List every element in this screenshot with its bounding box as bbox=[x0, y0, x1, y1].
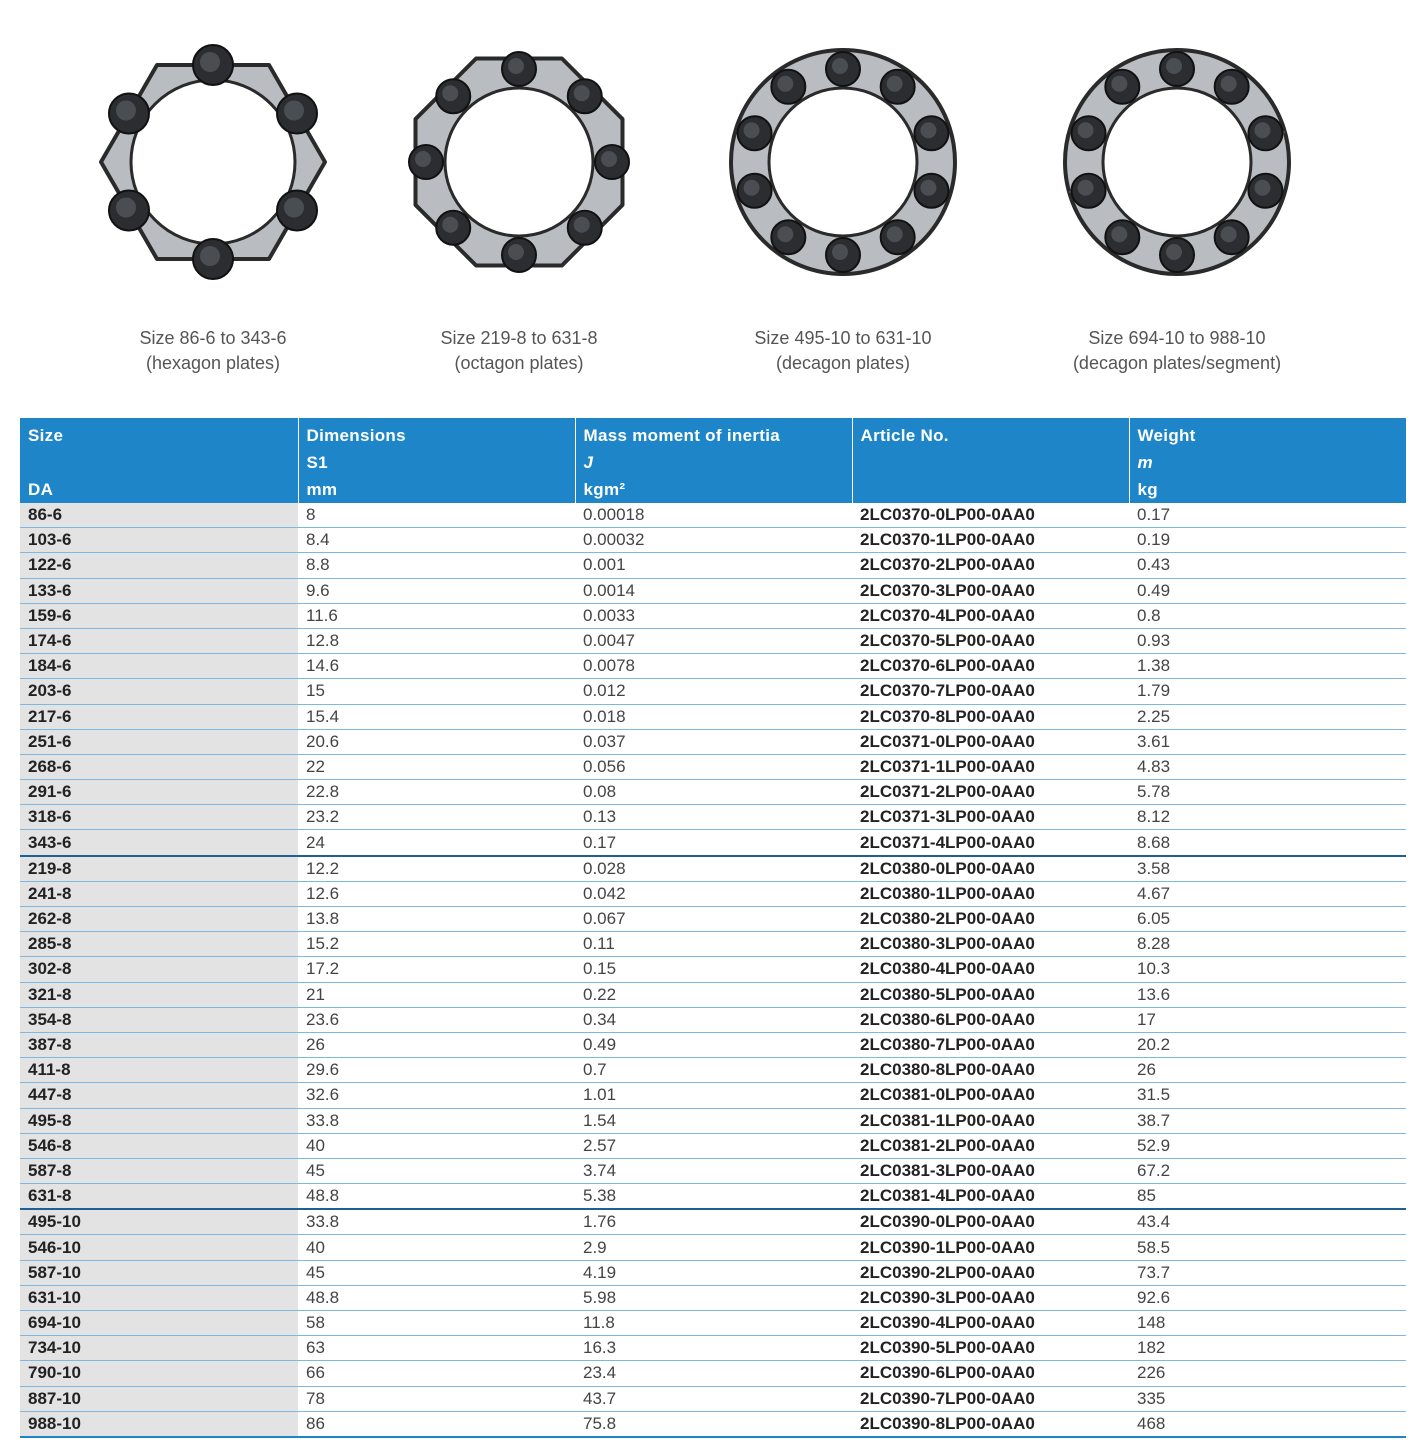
caption-plate-type: (decagon plates/segment) bbox=[1072, 353, 1282, 373]
bolt-icon bbox=[436, 211, 470, 245]
cell-weight: 335 bbox=[1129, 1386, 1406, 1411]
table-row bbox=[20, 1058, 1406, 1083]
cell-size: 411-8 bbox=[20, 1058, 298, 1083]
cell-inertia-j: 1.54 bbox=[575, 1108, 852, 1133]
table-row bbox=[20, 982, 1406, 1007]
cell-size: 321-8 bbox=[20, 982, 298, 1007]
cell-weight: 0.8 bbox=[1129, 603, 1406, 628]
cell-article-no: 2LC0380-7LP00-0AA0 bbox=[852, 1032, 1129, 1057]
cell-dimension-s1: 8 bbox=[298, 503, 575, 528]
table-row bbox=[20, 1133, 1406, 1158]
cell-dimension-s1: 12.6 bbox=[298, 881, 575, 906]
cell-inertia-j: 0.49 bbox=[575, 1032, 852, 1057]
cell-article-no: 2LC0380-3LP00-0AA0 bbox=[852, 932, 1129, 957]
table-row bbox=[20, 1411, 1406, 1437]
cell-weight: 0.19 bbox=[1129, 528, 1406, 553]
cell-dimension-s1: 45 bbox=[298, 1158, 575, 1183]
table-row bbox=[20, 528, 1406, 553]
figure-hexagon bbox=[53, 22, 373, 376]
table-row bbox=[20, 830, 1406, 856]
cell-inertia-j: 16.3 bbox=[575, 1336, 852, 1361]
bolt-icon bbox=[595, 145, 629, 179]
cell-weight: 52.9 bbox=[1129, 1133, 1406, 1158]
cell-dimension-s1: 17.2 bbox=[298, 957, 575, 982]
cell-size: 302-8 bbox=[20, 957, 298, 982]
cell-weight: 31.5 bbox=[1129, 1083, 1406, 1108]
bolt-icon bbox=[1248, 174, 1282, 208]
cell-inertia-j: 5.38 bbox=[575, 1184, 852, 1210]
cell-dimension-s1: 14.6 bbox=[298, 654, 575, 679]
figure-caption bbox=[359, 326, 679, 376]
table-header bbox=[20, 418, 1406, 503]
cell-inertia-j: 0.042 bbox=[575, 881, 852, 906]
decagon-plate-coupling-icon bbox=[713, 22, 973, 312]
bolt-icon bbox=[1072, 116, 1106, 150]
cell-weight: 20.2 bbox=[1129, 1032, 1406, 1057]
figure-decagon-segment bbox=[1017, 22, 1337, 376]
cell-size: 631-8 bbox=[20, 1184, 298, 1210]
cell-article-no: 2LC0380-4LP00-0AA0 bbox=[852, 957, 1129, 982]
cell-article-no: 2LC0381-4LP00-0AA0 bbox=[852, 1184, 1129, 1210]
cell-inertia-j: 0.0078 bbox=[575, 654, 852, 679]
cell-weight: 0.43 bbox=[1129, 553, 1406, 578]
table-row bbox=[20, 729, 1406, 754]
cell-article-no: 2LC0390-0LP00-0AA0 bbox=[852, 1209, 1129, 1235]
table-row bbox=[20, 957, 1406, 982]
cell-inertia-j: 0.012 bbox=[575, 679, 852, 704]
cell-weight: 17 bbox=[1129, 1007, 1406, 1032]
cell-weight: 8.28 bbox=[1129, 932, 1406, 957]
cell-inertia-j: 3.74 bbox=[575, 1158, 852, 1183]
cell-inertia-j: 5.98 bbox=[575, 1285, 852, 1310]
table-row bbox=[20, 679, 1406, 704]
cell-size: 587-10 bbox=[20, 1260, 298, 1285]
cell-weight: 2.25 bbox=[1129, 704, 1406, 729]
table-row bbox=[20, 1361, 1406, 1386]
cell-article-no: 2LC0370-7LP00-0AA0 bbox=[852, 679, 1129, 704]
cell-weight: 67.2 bbox=[1129, 1158, 1406, 1183]
cell-inertia-j: 0.00018 bbox=[575, 503, 852, 528]
cell-dimension-s1: 23.6 bbox=[298, 1007, 575, 1032]
bolt-icon bbox=[1160, 238, 1194, 272]
cell-article-no: 2LC0371-3LP00-0AA0 bbox=[852, 805, 1129, 830]
figure-octagon bbox=[359, 22, 679, 376]
cell-article-no: 2LC0390-5LP00-0AA0 bbox=[852, 1336, 1129, 1361]
coupling-data-table bbox=[20, 418, 1406, 1438]
cell-inertia-j: 1.76 bbox=[575, 1209, 852, 1235]
cell-dimension-s1: 33.8 bbox=[298, 1209, 575, 1235]
cell-size: 734-10 bbox=[20, 1336, 298, 1361]
cell-size: 495-10 bbox=[20, 1209, 298, 1235]
cell-dimension-s1: 21 bbox=[298, 982, 575, 1007]
caption-plate-type: (hexagon plates) bbox=[145, 353, 281, 373]
bolt-icon bbox=[277, 94, 317, 134]
table-row bbox=[20, 907, 1406, 932]
cell-dimension-s1: 78 bbox=[298, 1386, 575, 1411]
bolt-icon bbox=[914, 116, 948, 150]
cell-dimension-s1: 15.2 bbox=[298, 932, 575, 957]
table-row bbox=[20, 1108, 1406, 1133]
cell-article-no: 2LC0381-2LP00-0AA0 bbox=[852, 1133, 1129, 1158]
cell-dimension-s1: 11.6 bbox=[298, 603, 575, 628]
cell-dimension-s1: 66 bbox=[298, 1361, 575, 1386]
table-row bbox=[20, 805, 1406, 830]
cell-article-no: 2LC0380-8LP00-0AA0 bbox=[852, 1058, 1129, 1083]
cell-dimension-s1: 8.8 bbox=[298, 553, 575, 578]
cell-inertia-j: 4.19 bbox=[575, 1260, 852, 1285]
cell-inertia-j: 0.00032 bbox=[575, 528, 852, 553]
table-row bbox=[20, 553, 1406, 578]
cell-dimension-s1: 15 bbox=[298, 679, 575, 704]
caption-size-range: Size 495-10 to 631-10 bbox=[754, 328, 932, 348]
cell-weight: 6.05 bbox=[1129, 907, 1406, 932]
cell-inertia-j: 2.57 bbox=[575, 1133, 852, 1158]
cell-dimension-s1: 12.2 bbox=[298, 856, 575, 882]
cell-article-no: 2LC0370-5LP00-0AA0 bbox=[852, 628, 1129, 653]
bolt-icon bbox=[1105, 220, 1139, 254]
cell-article-no: 2LC0390-2LP00-0AA0 bbox=[852, 1260, 1129, 1285]
cell-weight: 0.17 bbox=[1129, 503, 1406, 528]
cell-dimension-s1: 22.8 bbox=[298, 780, 575, 805]
cell-dimension-s1: 48.8 bbox=[298, 1285, 575, 1310]
cell-size: 546-10 bbox=[20, 1235, 298, 1260]
cell-weight: 4.83 bbox=[1129, 754, 1406, 779]
cell-dimension-s1: 15.4 bbox=[298, 704, 575, 729]
decagon-segment-coupling-icon bbox=[1047, 22, 1307, 312]
bolt-icon bbox=[436, 79, 470, 113]
cell-dimension-s1: 12.8 bbox=[298, 628, 575, 653]
header-inertia: Mass moment of inertia J kgm² bbox=[575, 418, 852, 503]
cell-article-no: 2LC0380-5LP00-0AA0 bbox=[852, 982, 1129, 1007]
cell-dimension-s1: 32.6 bbox=[298, 1083, 575, 1108]
bolt-icon bbox=[193, 45, 233, 85]
cell-dimension-s1: 8.4 bbox=[298, 528, 575, 553]
cell-dimension-s1: 86 bbox=[298, 1411, 575, 1437]
cell-inertia-j: 11.8 bbox=[575, 1311, 852, 1336]
cell-dimension-s1: 23.2 bbox=[298, 805, 575, 830]
cell-size: 988-10 bbox=[20, 1411, 298, 1437]
header-weight: Weight m kg bbox=[1129, 418, 1406, 503]
cell-inertia-j: 0.056 bbox=[575, 754, 852, 779]
cell-size: 546-8 bbox=[20, 1133, 298, 1158]
header-dimensions: Dimensions S1 mm bbox=[298, 418, 575, 503]
cell-weight: 148 bbox=[1129, 1311, 1406, 1336]
bolt-icon bbox=[771, 70, 805, 104]
cell-inertia-j: 0.08 bbox=[575, 780, 852, 805]
cell-size: 251-6 bbox=[20, 729, 298, 754]
header-size: Size DA bbox=[20, 418, 298, 503]
bolt-icon bbox=[771, 220, 805, 254]
table-body bbox=[20, 503, 1406, 1437]
table-row bbox=[20, 1083, 1406, 1108]
cell-inertia-j: 0.22 bbox=[575, 982, 852, 1007]
bolt-icon bbox=[1160, 52, 1194, 86]
table-row bbox=[20, 1386, 1406, 1411]
cell-weight: 13.6 bbox=[1129, 982, 1406, 1007]
cell-article-no: 2LC0370-6LP00-0AA0 bbox=[852, 654, 1129, 679]
bolt-icon bbox=[109, 94, 149, 134]
cell-inertia-j: 0.001 bbox=[575, 553, 852, 578]
cell-size: 262-8 bbox=[20, 907, 298, 932]
bolt-icon bbox=[1248, 116, 1282, 150]
cell-weight: 8.68 bbox=[1129, 830, 1406, 856]
cell-weight: 43.4 bbox=[1129, 1209, 1406, 1235]
caption-size-range: Size 219-8 to 631-8 bbox=[440, 328, 598, 348]
cell-weight: 0.93 bbox=[1129, 628, 1406, 653]
cell-size: 447-8 bbox=[20, 1083, 298, 1108]
cell-article-no: 2LC0371-2LP00-0AA0 bbox=[852, 780, 1129, 805]
cell-inertia-j: 0.037 bbox=[575, 729, 852, 754]
cell-dimension-s1: 9.6 bbox=[298, 578, 575, 603]
table-row bbox=[20, 1209, 1406, 1235]
table-row bbox=[20, 603, 1406, 628]
table-row bbox=[20, 932, 1406, 957]
table-row bbox=[20, 856, 1406, 882]
cell-dimension-s1: 29.6 bbox=[298, 1058, 575, 1083]
cell-dimension-s1: 20.6 bbox=[298, 729, 575, 754]
cell-inertia-j: 2.9 bbox=[575, 1235, 852, 1260]
cell-size: 887-10 bbox=[20, 1386, 298, 1411]
cell-inertia-j: 0.0014 bbox=[575, 578, 852, 603]
figure-caption bbox=[683, 326, 1003, 376]
bolt-icon bbox=[277, 191, 317, 231]
cell-article-no: 2LC0390-8LP00-0AA0 bbox=[852, 1411, 1129, 1437]
bolt-icon bbox=[502, 52, 536, 86]
table-row bbox=[20, 503, 1406, 528]
cell-inertia-j: 0.018 bbox=[575, 704, 852, 729]
cell-size: 291-6 bbox=[20, 780, 298, 805]
cell-weight: 38.7 bbox=[1129, 1108, 1406, 1133]
cell-dimension-s1: 58 bbox=[298, 1311, 575, 1336]
cell-inertia-j: 0.13 bbox=[575, 805, 852, 830]
caption-size-range: Size 86-6 to 343-6 bbox=[139, 328, 287, 348]
cell-inertia-j: 0.15 bbox=[575, 957, 852, 982]
cell-inertia-j: 0.0047 bbox=[575, 628, 852, 653]
cell-article-no: 2LC0370-3LP00-0AA0 bbox=[852, 578, 1129, 603]
cell-size: 790-10 bbox=[20, 1361, 298, 1386]
cell-weight: 3.58 bbox=[1129, 856, 1406, 882]
cell-weight: 226 bbox=[1129, 1361, 1406, 1386]
figure-caption bbox=[1017, 326, 1337, 376]
cell-article-no: 2LC0390-4LP00-0AA0 bbox=[852, 1311, 1129, 1336]
figure-decagon bbox=[683, 22, 1003, 376]
cell-size: 174-6 bbox=[20, 628, 298, 653]
cell-size: 631-10 bbox=[20, 1285, 298, 1310]
table-row bbox=[20, 1007, 1406, 1032]
cell-inertia-j: 0.067 bbox=[575, 907, 852, 932]
product-gallery bbox=[0, 0, 1422, 400]
cell-inertia-j: 0.7 bbox=[575, 1058, 852, 1083]
bolt-icon bbox=[1105, 70, 1139, 104]
cell-size: 587-8 bbox=[20, 1158, 298, 1183]
bolt-icon bbox=[502, 238, 536, 272]
table-row bbox=[20, 578, 1406, 603]
bolt-icon bbox=[193, 239, 233, 279]
cell-article-no: 2LC0370-0LP00-0AA0 bbox=[852, 503, 1129, 528]
cell-inertia-j: 0.34 bbox=[575, 1007, 852, 1032]
cell-weight: 0.49 bbox=[1129, 578, 1406, 603]
cell-weight: 468 bbox=[1129, 1411, 1406, 1437]
cell-size: 203-6 bbox=[20, 679, 298, 704]
cell-inertia-j: 43.7 bbox=[575, 1386, 852, 1411]
cell-article-no: 2LC0390-3LP00-0AA0 bbox=[852, 1285, 1129, 1310]
cell-size: 354-8 bbox=[20, 1007, 298, 1032]
cell-size: 343-6 bbox=[20, 830, 298, 856]
caption-plate-type: (decagon plates) bbox=[775, 353, 911, 373]
cell-weight: 5.78 bbox=[1129, 780, 1406, 805]
cell-article-no: 2LC0370-2LP00-0AA0 bbox=[852, 553, 1129, 578]
header-article-no: Article No. bbox=[852, 418, 1129, 503]
figure-caption bbox=[53, 326, 373, 376]
cell-article-no: 2LC0381-1LP00-0AA0 bbox=[852, 1108, 1129, 1133]
table-row bbox=[20, 1158, 1406, 1183]
cell-size: 133-6 bbox=[20, 578, 298, 603]
table-row bbox=[20, 628, 1406, 653]
cell-article-no: 2LC0371-1LP00-0AA0 bbox=[852, 754, 1129, 779]
cell-inertia-j: 0.17 bbox=[575, 830, 852, 856]
table-row bbox=[20, 881, 1406, 906]
cell-size: 217-6 bbox=[20, 704, 298, 729]
cell-article-no: 2LC0390-1LP00-0AA0 bbox=[852, 1235, 1129, 1260]
cell-article-no: 2LC0370-4LP00-0AA0 bbox=[852, 603, 1129, 628]
bolt-icon bbox=[826, 52, 860, 86]
cell-article-no: 2LC0371-4LP00-0AA0 bbox=[852, 830, 1129, 856]
cell-weight: 1.38 bbox=[1129, 654, 1406, 679]
table-row bbox=[20, 1285, 1406, 1310]
cell-dimension-s1: 13.8 bbox=[298, 907, 575, 932]
cell-article-no: 2LC0380-2LP00-0AA0 bbox=[852, 907, 1129, 932]
cell-inertia-j: 0.11 bbox=[575, 932, 852, 957]
table-row bbox=[20, 654, 1406, 679]
cell-weight: 85 bbox=[1129, 1184, 1406, 1210]
cell-dimension-s1: 45 bbox=[298, 1260, 575, 1285]
cell-dimension-s1: 33.8 bbox=[298, 1108, 575, 1133]
bolt-icon bbox=[1072, 174, 1106, 208]
octagon-plate-coupling-icon bbox=[389, 22, 649, 312]
caption-plate-type: (octagon plates) bbox=[454, 353, 584, 373]
cell-size: 495-8 bbox=[20, 1108, 298, 1133]
cell-dimension-s1: 40 bbox=[298, 1133, 575, 1158]
bolt-icon bbox=[881, 70, 915, 104]
cell-article-no: 2LC0381-0LP00-0AA0 bbox=[852, 1083, 1129, 1108]
table-row bbox=[20, 1235, 1406, 1260]
cell-dimension-s1: 63 bbox=[298, 1336, 575, 1361]
cell-size: 241-8 bbox=[20, 881, 298, 906]
cell-size: 318-6 bbox=[20, 805, 298, 830]
cell-size: 219-8 bbox=[20, 856, 298, 882]
table-row bbox=[20, 1336, 1406, 1361]
caption-size-range: Size 694-10 to 988-10 bbox=[1088, 328, 1266, 348]
cell-weight: 92.6 bbox=[1129, 1285, 1406, 1310]
cell-size: 103-6 bbox=[20, 528, 298, 553]
cell-article-no: 2LC0370-8LP00-0AA0 bbox=[852, 704, 1129, 729]
cell-article-no: 2LC0390-6LP00-0AA0 bbox=[852, 1361, 1129, 1386]
cell-inertia-j: 0.0033 bbox=[575, 603, 852, 628]
bolt-icon bbox=[881, 220, 915, 254]
table-row bbox=[20, 704, 1406, 729]
table-row bbox=[20, 1184, 1406, 1210]
cell-weight: 26 bbox=[1129, 1058, 1406, 1083]
bolt-icon bbox=[568, 211, 602, 245]
table-row bbox=[20, 1311, 1406, 1336]
cell-size: 184-6 bbox=[20, 654, 298, 679]
cell-weight: 10.3 bbox=[1129, 957, 1406, 982]
cell-article-no: 2LC0370-1LP00-0AA0 bbox=[852, 528, 1129, 553]
table-row bbox=[20, 754, 1406, 779]
cell-dimension-s1: 24 bbox=[298, 830, 575, 856]
bolt-icon bbox=[826, 238, 860, 272]
cell-dimension-s1: 22 bbox=[298, 754, 575, 779]
cell-size: 268-6 bbox=[20, 754, 298, 779]
bolt-icon bbox=[409, 145, 443, 179]
bolt-icon bbox=[738, 174, 772, 208]
table-row bbox=[20, 1032, 1406, 1057]
cell-dimension-s1: 40 bbox=[298, 1235, 575, 1260]
cell-article-no: 2LC0371-0LP00-0AA0 bbox=[852, 729, 1129, 754]
cell-size: 285-8 bbox=[20, 932, 298, 957]
cell-dimension-s1: 26 bbox=[298, 1032, 575, 1057]
cell-article-no: 2LC0380-6LP00-0AA0 bbox=[852, 1007, 1129, 1032]
cell-article-no: 2LC0381-3LP00-0AA0 bbox=[852, 1158, 1129, 1183]
cell-dimension-s1: 48.8 bbox=[298, 1184, 575, 1210]
cell-size: 694-10 bbox=[20, 1311, 298, 1336]
cell-weight: 73.7 bbox=[1129, 1260, 1406, 1285]
cell-article-no: 2LC0380-0LP00-0AA0 bbox=[852, 856, 1129, 882]
bolt-icon bbox=[568, 79, 602, 113]
bolt-icon bbox=[109, 191, 149, 231]
bolt-icon bbox=[1215, 220, 1249, 254]
bolt-icon bbox=[914, 174, 948, 208]
cell-weight: 1.79 bbox=[1129, 679, 1406, 704]
cell-size: 86-6 bbox=[20, 503, 298, 528]
cell-weight: 4.67 bbox=[1129, 881, 1406, 906]
cell-inertia-j: 75.8 bbox=[575, 1411, 852, 1437]
table-row bbox=[20, 780, 1406, 805]
cell-weight: 58.5 bbox=[1129, 1235, 1406, 1260]
cell-size: 387-8 bbox=[20, 1032, 298, 1057]
cell-size: 122-6 bbox=[20, 553, 298, 578]
cell-article-no: 2LC0390-7LP00-0AA0 bbox=[852, 1386, 1129, 1411]
cell-size: 159-6 bbox=[20, 603, 298, 628]
cell-inertia-j: 0.028 bbox=[575, 856, 852, 882]
table-row bbox=[20, 1260, 1406, 1285]
bolt-icon bbox=[1215, 70, 1249, 104]
cell-inertia-j: 23.4 bbox=[575, 1361, 852, 1386]
cell-article-no: 2LC0380-1LP00-0AA0 bbox=[852, 881, 1129, 906]
cell-weight: 3.61 bbox=[1129, 729, 1406, 754]
hexagon-plate-coupling-icon bbox=[83, 22, 343, 312]
cell-weight: 8.12 bbox=[1129, 805, 1406, 830]
cell-inertia-j: 1.01 bbox=[575, 1083, 852, 1108]
bolt-icon bbox=[738, 116, 772, 150]
cell-weight: 182 bbox=[1129, 1336, 1406, 1361]
